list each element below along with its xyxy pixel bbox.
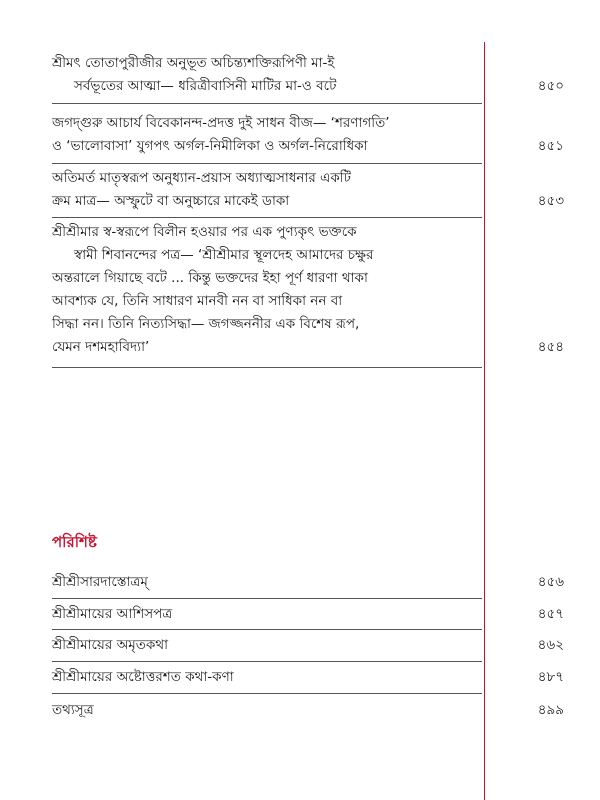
appendix-item[interactable] (52, 666, 564, 689)
toc-entry-line: অতিমর্ত মাতৃস্বরূপ অনুধ্যান-প্রয়াস অধ্যাত্মসাধনার একটি (52, 170, 351, 186)
toc-entry-line: যেমন দশমহাবিদ্যা’ (52, 339, 150, 355)
toc-entry-line: ও ‘ভালোবাসা’ যুগপৎ অর্গল-নিমীলিকা ও অর্গল-নিরোধিকা (52, 138, 368, 154)
toc-entry[interactable] (52, 167, 564, 213)
toc-page-number: ৪৫১ (537, 138, 564, 154)
toc-page-number: ৪৯৯ (537, 702, 564, 718)
appendix-item[interactable] (52, 603, 564, 626)
entry-divider (52, 598, 482, 599)
toc-entry-line: ক্রম মাত্র— অস্ফুটে বা অনুচ্চারে মাকেই ডাকা (52, 193, 290, 209)
toc-entry-line: অন্তরালে গিয়াছে বটে ... কিন্তু ভক্তদের ইহা পূর্ণ ধারণা থাকা (52, 270, 368, 286)
entry-divider (52, 163, 482, 164)
toc-entry-line: শ্রীশ্রীমার স্ব-স্বরূপে বিলীন হওয়ার পর এক পুণ্যকৃৎ ভক্তকে (52, 224, 357, 240)
toc-page-number: ৪৬২ (537, 637, 564, 653)
toc-entry-line: সর্বভূতের আত্মা— ধরিত্রীবাসিনী মাটির মা-ও বটে (74, 78, 337, 94)
entry-divider (52, 629, 482, 630)
toc-entry-line: সিদ্ধা নন। তিনি নিত্যসিদ্ধা— জগজ্জননীর এক বিশেষ রূপ, (52, 316, 360, 332)
toc-entry-line: শ্রীমৎ তোতাপুরীজীর অনুভূত অচিন্ত্যশক্তিরূপিণী মা-ই (52, 55, 335, 71)
appendix-item-label: শ্রীশ্রীমায়ের আশিসপত্র (52, 606, 173, 622)
appendix-item[interactable] (52, 699, 564, 722)
toc-entry[interactable] (52, 112, 564, 158)
toc-entry[interactable] (52, 52, 564, 98)
entry-divider (52, 367, 482, 368)
toc-entry-line: আবশ্যক যে, তিনি সাধারণ মানবী নন বা সাধিকা নন বা (52, 293, 343, 309)
toc-page-number: ৪৫৩ (537, 193, 564, 209)
entry-divider (52, 217, 482, 218)
appendix-item-label: তথ্যসূত্র (52, 702, 94, 718)
toc-entry-line: জগদ্গুরু আচার্য বিবেকানন্দ-প্রদত্ত দুই সাধন বীজ— ‘শরণাগতি’ (52, 115, 390, 131)
toc-page-number: ৪৮৭ (537, 669, 564, 685)
toc-page-number: ৪৫৪ (537, 339, 564, 355)
appendix-item[interactable] (52, 634, 564, 657)
appendix-item-label: শ্রীশ্রীমায়ের অষ্টোত্তরশত কথা-কণা (52, 669, 234, 685)
toc-entry-line: স্বামী শিবানন্দের পত্র— ‘শ্রীশ্রীমার স্থূলদেহ আমাদের চক্ষুর (74, 247, 374, 263)
appendix-item-label: শ্রীশ্রীমায়ের অমৃতকথা (52, 637, 169, 653)
appendix-heading: পরিশিষ্ট (52, 533, 97, 551)
toc-entry[interactable] (52, 221, 564, 359)
appendix-item-label: শ্রীশ্রীসারদাস্তোত্রম্ (52, 574, 148, 590)
entry-divider (52, 661, 482, 662)
toc-page-number: ৪৫০ (537, 78, 564, 94)
appendix-item[interactable] (52, 571, 564, 594)
toc-page-number: ৪৫৭ (537, 606, 564, 622)
entry-divider (52, 693, 482, 694)
entry-divider (52, 103, 482, 104)
toc-page-number: ৪৫৬ (537, 574, 564, 590)
